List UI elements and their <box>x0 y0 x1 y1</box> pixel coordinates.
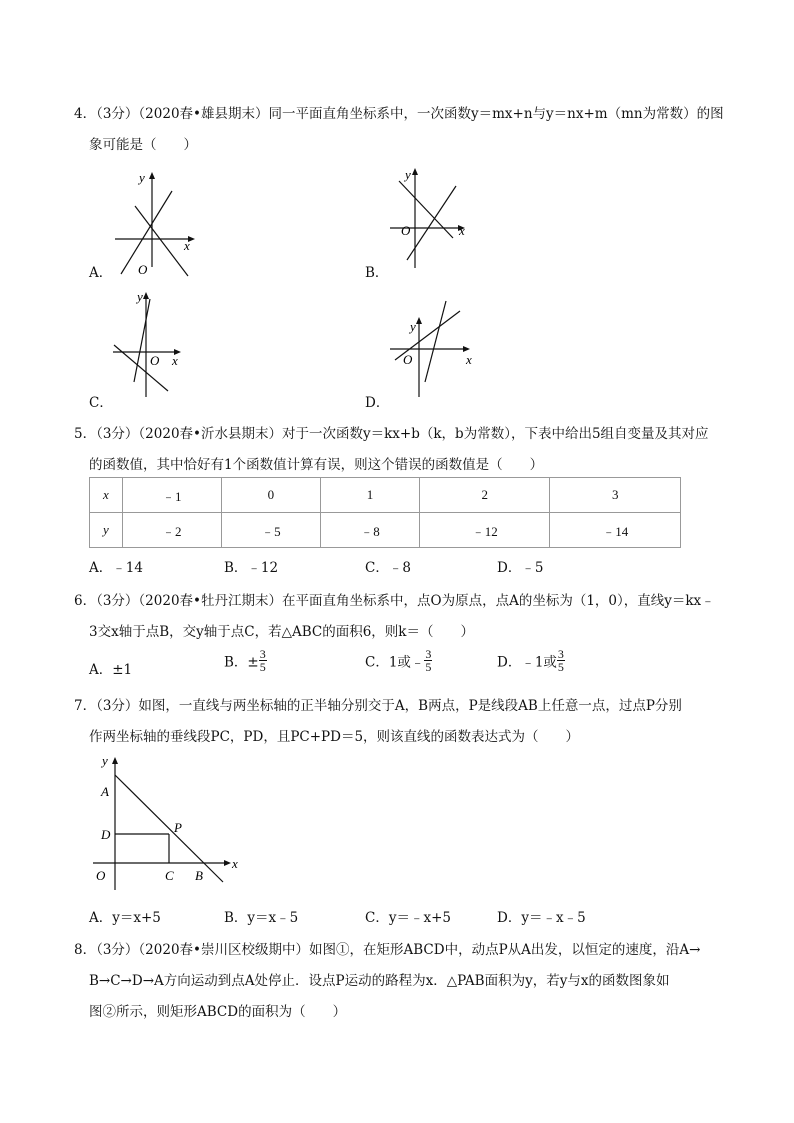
q5-option-d[interactable]: D．﹣5 <box>497 560 544 576</box>
q4-graph-c <box>110 287 210 402</box>
q7-option-b[interactable]: B．y＝x﹣5 <box>224 910 299 926</box>
q7-label-c: C <box>165 868 174 883</box>
q6-option-d-fraction: $\frac{3}{5}$ <box>557 647 564 674</box>
q6-option-d[interactable] <box>497 648 565 673</box>
q5-stem-line2: 的函数值，其中恰好有1个函数值计算有误，则这个错误的函数值是（ ） <box>89 457 544 473</box>
q4a-y-label: y <box>139 170 145 185</box>
q7-label-o: O <box>96 868 106 883</box>
q4-option-c[interactable]: C． <box>89 395 113 411</box>
q7-label-a: A <box>101 784 109 799</box>
q4-graph-b <box>385 163 485 263</box>
q4a-origin-label: O <box>138 262 148 277</box>
q4d-origin-label: O <box>403 352 413 367</box>
q8-stem-line2: B→C→D→A方向运动到点A处停止．设点P运动的路程为x．△PAB面积为y，若y与x的函数图象如 <box>89 973 670 989</box>
q7-figure <box>88 752 248 892</box>
q4c-origin-label: O <box>150 353 160 368</box>
q6-stem-line2: 3交x轴于点B，交y轴于点C，若△ABC的面积6，则k＝（ ） <box>89 624 474 640</box>
table-cell: ﹣1 <box>122 478 221 513</box>
q4c-y-label: y <box>137 289 143 304</box>
q4d-x-label: x <box>466 352 472 367</box>
q6-option-b-fraction: $\frac{3}{5}$ <box>259 647 266 674</box>
table-cell: 1 <box>320 478 419 513</box>
q7-option-a[interactable]: A．y＝x+5 <box>89 910 161 926</box>
q4d-y-label: y <box>410 319 416 334</box>
q4-graph-a <box>100 170 200 277</box>
table-row-x <box>90 478 681 513</box>
table-cell: ﹣12 <box>419 513 549 548</box>
q4-option-d[interactable]: D． <box>365 395 390 411</box>
q5-option-b[interactable]: B．﹣12 <box>224 560 279 576</box>
q4b-x-label: x <box>459 223 465 238</box>
q8-stem-line3: 图②所示，则矩形ABCD的面积为（ ） <box>89 1004 347 1020</box>
table-cell: x <box>90 478 123 513</box>
q6-option-a[interactable]: A．±1 <box>89 662 133 678</box>
q4b-origin-label: O <box>401 223 411 238</box>
q8-stem-line1: 8．（3分）（2020春•崇川区校级期中）如图①，在矩形ABCD中，动点P从A出发，以恒定的速度，沿A→ <box>74 942 701 958</box>
q7-label-b: B <box>195 868 203 883</box>
table-cell: ﹣8 <box>320 513 419 548</box>
table-cell: y <box>90 513 123 548</box>
table-cell: 2 <box>419 478 549 513</box>
q6-stem-line1: 6．（3分）（2020春•牡丹江期末）在平面直角坐标系中，点O为原点，点A的坐标为（1，0），直线y＝kx﹣ <box>74 593 715 609</box>
table-cell: 3 <box>550 478 681 513</box>
q4c-x-label: x <box>172 353 178 368</box>
q7-label-p: P <box>174 820 182 835</box>
q6-option-c-label: C．1或﹣ <box>365 654 425 671</box>
q6-option-b[interactable] <box>224 648 267 673</box>
table-cell: 0 <box>221 478 320 513</box>
q5-option-a[interactable]: A．﹣14 <box>89 560 143 576</box>
q6-option-c[interactable] <box>365 648 432 673</box>
q7-option-c[interactable]: C．y＝﹣x+5 <box>365 910 451 926</box>
q4-option-a[interactable]: A． <box>89 265 113 281</box>
q7-label-d: D <box>101 827 111 842</box>
q7-stem-line2: 作两坐标轴的垂线段PC，PD，且PC+PD＝5，则该直线的函数表达式为（ ） <box>89 729 580 745</box>
q7-stem-line1: 7．（3分）如图，一直线与两坐标轴的正半轴分别交于A，B两点，P是线段AB上任意一点，过点P分别 <box>74 698 682 714</box>
table-cell: ﹣14 <box>550 513 681 548</box>
q6-option-d-label: D．﹣1或 <box>497 654 557 671</box>
q4a-x-label: x <box>184 238 190 253</box>
table-cell: ﹣5 <box>221 513 320 548</box>
q7-x-label: x <box>232 856 238 871</box>
table-row-y <box>90 513 681 548</box>
q5-value-table <box>89 477 681 548</box>
q7-option-d[interactable]: D．y＝﹣x﹣5 <box>497 910 586 926</box>
q5-stem-line1: 5．（3分）（2020春•沂水县期末）对于一次函数y＝kx+b（k，b为常数），下表中给出5组自变量及其对应 <box>74 426 709 442</box>
q4-option-b[interactable]: B． <box>365 265 389 281</box>
q6-option-c-fraction: $\frac{3}{5}$ <box>425 647 432 674</box>
q4b-y-label: y <box>405 167 411 182</box>
q7-y-label: y <box>102 753 108 768</box>
q4-graph-d <box>385 287 490 402</box>
q5-option-c[interactable]: C．﹣8 <box>365 560 411 576</box>
table-cell: ﹣2 <box>122 513 221 548</box>
q4-stem-line1: 4．（3分）（2020春•雄县期末）同一平面直角坐标系中，一次函数y＝mx+n与y＝nx+m（mn为常数）的图 <box>74 106 724 122</box>
q4-stem-line2: 象可能是（ ） <box>89 137 197 153</box>
q6-option-b-label: B．± <box>224 654 259 671</box>
